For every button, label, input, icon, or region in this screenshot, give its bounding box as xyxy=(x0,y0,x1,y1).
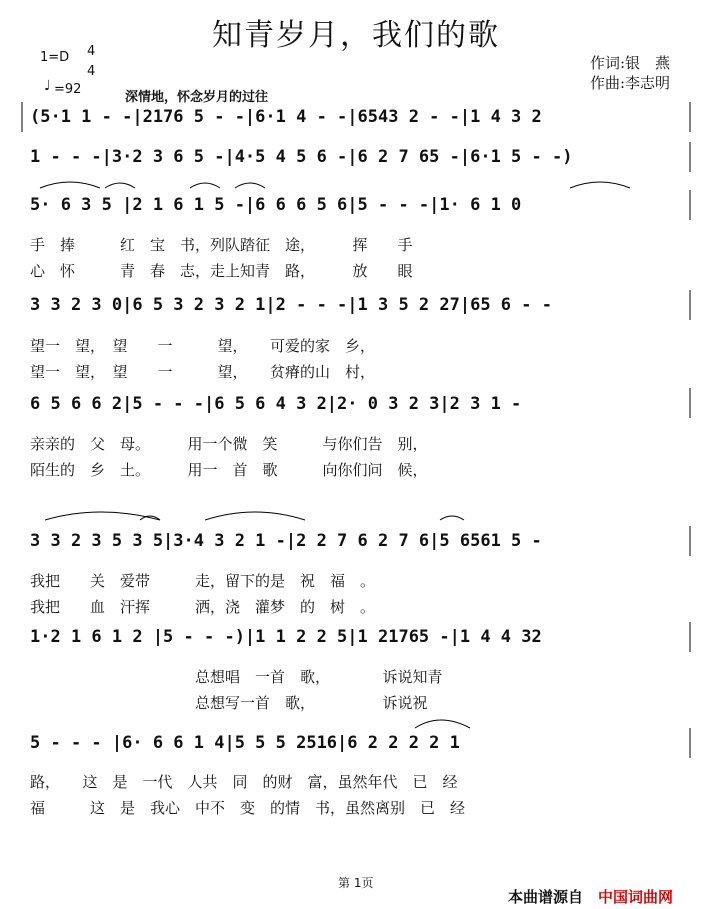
notation-line: 3 3 2 3 5 3 5|3·4 3 2 1 -|2 2 7 6 2 7 6|5 6561 5 - xyxy=(30,531,542,551)
expression-mark: 深情地，怀念岁月的过往 xyxy=(125,90,269,105)
key-signature: 1=D xyxy=(40,50,70,65)
source-label: 本曲谱源自 xyxy=(508,888,584,906)
slur xyxy=(570,182,630,188)
lyric-line: 心 怀 青 春 志，走上知青 路， 放 眼 xyxy=(30,262,413,280)
slur xyxy=(190,183,220,188)
notation-line: (5·1 1 - -|2176 5 - -|6·1 4 - -|6543 2 - -|1 4 3 2 xyxy=(30,107,542,127)
lyric-line: 陌生的 乡 土。 用一 首 歌 向你们问 候， xyxy=(30,461,428,479)
slur xyxy=(235,183,265,188)
song-title: 知青岁月，我们的歌 xyxy=(212,18,500,53)
time-signature-bottom: 4 xyxy=(87,64,96,79)
lyric-line: 亲亲的 父 母。 用一个微 笑 与你们告 别， xyxy=(30,435,428,453)
lyric-line: 望一 望， 望 一 望， 贫瘠的山 村， xyxy=(30,363,376,381)
slur xyxy=(40,182,100,188)
source-brand-link[interactable]: 中国词曲网 xyxy=(598,888,674,906)
slur xyxy=(440,516,464,520)
notation-line: 1·2 1 6 1 2 |5 - - -)|1 1 2 2 5|1 21765 -|1 4 4 32 xyxy=(30,627,542,647)
slur xyxy=(105,183,135,188)
lyric-line: 总想写一首 歌， 诉说祝 xyxy=(30,694,428,712)
lyric-line: 路， 这 是 一代 人共 同 的财 富，虽然年代 已 经 xyxy=(30,773,458,791)
notation-line: 6 5 6 6 2|5 - - -|6 5 6 4 3 2|2· 0 3 2 3|2 3 1 - xyxy=(30,394,522,414)
slur xyxy=(205,512,305,520)
tempo: =92 xyxy=(54,82,82,97)
notation-line: 1 - - -|3·2 3 6 5 -|4·5 4 5 6 -|6 2 7 65 -|6·1 5 - -) xyxy=(30,147,573,167)
lyric-line: 我把 关 爱带 走，留下的是 祝 福 。 xyxy=(30,572,376,590)
time-signature-top: 4 xyxy=(87,44,96,59)
notation-line: 5 - - - |6· 6 6 1 4|5 5 5 2516|6 2 2 2 2 1 xyxy=(30,733,460,753)
lyric-line: 福 这 是 我心 中不 变 的情 书，虽然离别 已 经 xyxy=(30,799,466,817)
notation-line: 3 3 2 3 0|6 5 3 2 3 2 1|2 - - -|1 3 5 2 27|65 6 - - xyxy=(30,295,552,315)
quarter-note-icon: ♩ xyxy=(44,78,51,94)
source-credit xyxy=(508,886,673,907)
notation-line: 5· 6 3 5 |2 1 6 1 5 -|6 6 6 5 6|5 - - -|1· 6 1 0 xyxy=(30,195,522,215)
lyric-line: 手 捧 红 宝 书，列队踏征 途， 挥 手 xyxy=(30,236,413,254)
slur xyxy=(415,720,470,728)
lyricist: 作词:银 燕 xyxy=(590,54,671,72)
page-number: 第 1页 xyxy=(338,876,374,890)
composer: 作曲:李志明 xyxy=(590,74,671,92)
slur xyxy=(45,512,160,520)
lyric-line: 总想唱 一首 歌， 诉说知青 xyxy=(30,668,443,686)
lyric-line: 我把 血 汗挥 洒，浇 灌梦 的 树 。 xyxy=(30,598,376,616)
lyric-line: 望一 望， 望 一 望， 可爱的家 乡， xyxy=(30,337,376,355)
